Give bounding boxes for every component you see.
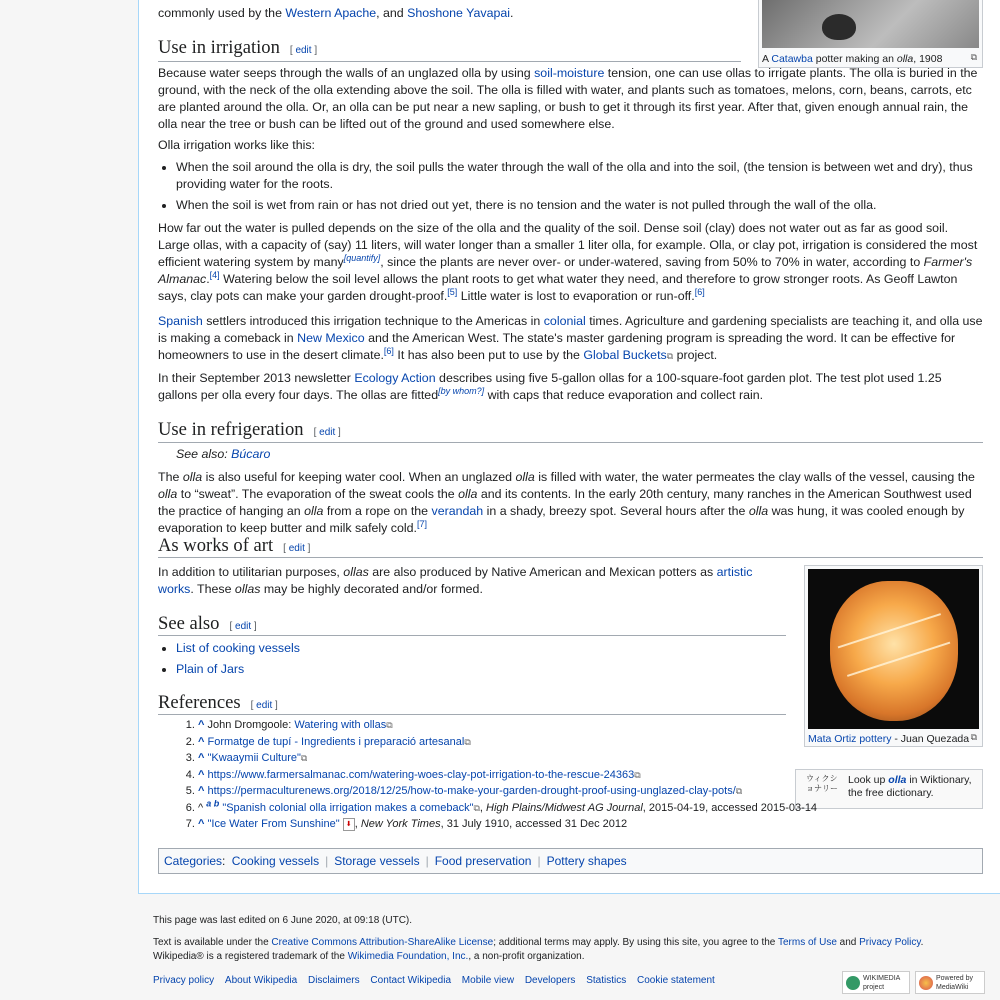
- wiktionary-box: [795, 769, 983, 809]
- reference-item: [198, 734, 798, 751]
- content-area: [138, 0, 1000, 894]
- link-catawba[interactable]: Catawba: [771, 53, 813, 65]
- link-list-of-cooking-vessels[interactable]: List of cooking vessels: [176, 641, 300, 655]
- categories-link[interactable]: Categories: [164, 854, 223, 868]
- refrigeration-p: The olla is also useful for keeping water cool. When an unglazed olla is filled with water, the water permeates the clay walls of the vessel, causing the olla to “sweat”. The evaporation of the sweat cools the olla and its contents. In the early 20th century, many ranches in the American Southwest used the practice of hanging an olla from a rope on the verandah in a shady, breezy spot. Several hours after the olla was hung, it was cooled enough by evaporation to keep butter and milk safely cold.[7]: [158, 470, 975, 535]
- edit-irrigation[interactable]: edit: [295, 45, 312, 56]
- edit-art[interactable]: edit: [288, 543, 305, 554]
- see-also-hatnote: See also: Búcaro: [176, 447, 271, 461]
- link-verandah[interactable]: verandah: [431, 504, 484, 518]
- list-item: • When the soil is wet from rain or has not dried out yet, there is no tension and the water is not pulled through the wall of the olla.: [176, 197, 1000, 214]
- link-wikimedia-foundation[interactable]: Wikimedia Foundation, Inc.: [347, 951, 469, 962]
- heading-see-also: See also [ edit ]: [158, 613, 257, 634]
- reference-item: [198, 783, 798, 800]
- external-link-icon: ⧉: [473, 802, 480, 813]
- ref-link[interactable]: "Kwaaymii Culture": [207, 752, 301, 764]
- pot-shape: [822, 14, 856, 40]
- link-quantify[interactable]: [quantify]: [343, 252, 381, 263]
- reference-item: 7. ^ "Ice Water From Sunshine" ⬇ , New York Times, 31 July 1910, accessed 31 Dec 2012: [198, 816, 798, 833]
- ref-link[interactable]: Watering with ollas: [294, 719, 387, 731]
- mediawiki-logo-icon: [919, 976, 933, 990]
- ref-link[interactable]: Formatge de tupí - Ingredients i preparació artesanal: [207, 735, 465, 748]
- backlink[interactable]: ^: [198, 768, 205, 781]
- heading-refrigeration: Use in refrigeration [ edit ]: [158, 419, 341, 440]
- link-mata-ortiz-pottery[interactable]: Mata Ortiz pottery: [808, 733, 892, 745]
- edit-refrigeration[interactable]: edit: [319, 427, 336, 438]
- link-privacy-policy[interactable]: Privacy Policy: [859, 937, 921, 948]
- irrigation-p3: How far out the water is pulled depends on the size of the olla and the quality of the soil. Dense soil (clay) does not water out as far as good soil. Large ollas, with a capacity of (say) 11 liters, will water longer than a smaller 1 liter olla, for example. Olla, or clay pot, irrigation is considered the most efficient watering system by many[quantify], since the plants are never over- or under-watered, saving from 50% to 70% in water, according to Farmer's Almanac.[4] Watering below the soil level allows the plant roots to get what water they need, and therefore to grow stronger roots. As Geoff Lawton says, clay pots can make your garden drought-proof.[5] Little water is lost to evaporation or run-off.[6]: [158, 221, 978, 303]
- ref-link[interactable]: "Ice Water From Sunshine": [207, 818, 340, 830]
- irrigation-p2: Olla irrigation works like this:: [158, 138, 315, 152]
- link-western-apache[interactable]: Western Apache: [285, 6, 377, 20]
- external-link-icon: ⧉: [464, 736, 471, 747]
- ref-link-6[interactable]: [6]: [694, 286, 705, 297]
- external-link-icon: ⧉: [735, 786, 743, 796]
- list-item: [176, 661, 300, 678]
- enlarge-icon[interactable]: ⧉: [970, 732, 977, 742]
- irrigation-list: [158, 159, 1000, 218]
- intro-tail: commonly used by the Western Apache, and Shoshone Yavapai.: [158, 6, 514, 20]
- references-list: [158, 717, 818, 833]
- backlink[interactable]: ^: [198, 735, 205, 748]
- link-spanish[interactable]: Spanish: [158, 314, 203, 328]
- thumb-caption: A Catawba potter making an olla, 1908: [762, 53, 943, 65]
- link-plain-of-jars[interactable]: Plain of Jars: [176, 662, 245, 676]
- pdf-icon: ⬇: [343, 818, 355, 831]
- footer-link-developers[interactable]: Developers: [524, 975, 576, 986]
- link-bucaro[interactable]: Búcaro: [231, 447, 271, 461]
- link-yavapai[interactable]: Yavapai: [466, 6, 511, 20]
- thumb-caption: Mata Ortiz pottery - Juan Quezada: [808, 733, 970, 745]
- article-body: [158, 0, 982, 893]
- category-cooking-vessels[interactable]: Cooking vessels: [231, 854, 320, 868]
- reference-item: [198, 767, 798, 784]
- external-link-icon: ⧉: [666, 351, 674, 361]
- link-ecology-action[interactable]: Ecology Action: [354, 371, 436, 385]
- pot-shape: [830, 581, 958, 721]
- pot-pattern: [838, 613, 951, 677]
- irrigation-p1: Because water seeps through the walls of an unglazed olla by using soil-moisture tension, one can use ollas to irrigate plants. The olla is buried in the ground, with the neck of the olla extending above the soil. The olla is filled with water, and plants such as tomatoes, melons, corn, beans, carrots, etc are planted around the olla. Or, an olla can be put near a new sapling, or bush to get it through its first year. After that, given enough annual rain, the olla near the tree or bush can be lifted out of the ground and used somewhere else.: [158, 66, 978, 131]
- categories-box: Categories: Cooking vessels | Storage vessels | Food preservation | Pottery shapes: [158, 848, 983, 874]
- see-also-list: [158, 640, 300, 682]
- external-link-icon: ⧉: [634, 769, 641, 780]
- thumb-mata-ortiz: [804, 565, 983, 747]
- category-food-preservation[interactable]: Food preservation: [434, 854, 532, 868]
- art-p: In addition to utilitarian purposes, ollas are also produced by Native American and Mexican potters as artistic works. These ollas may be highly decorated and/or formed.: [158, 565, 753, 596]
- heading-references: References [ edit ]: [158, 692, 278, 713]
- footer-license: Text is available under the Creative Commons Attribution-ShareAlike License; additional terms may apply. By using this site, you agree to the Terms of Use and Privacy Policy. Wikipedia® is a registered trademark of the Wikimedia Foundation, Inc., a non-profit organization.: [153, 937, 924, 962]
- reference-item: [198, 750, 798, 767]
- heading-art: As works of art [ edit ]: [158, 535, 311, 556]
- mediawiki-badge[interactable]: Powered by MediaWiki: [915, 971, 985, 994]
- divider: [158, 557, 983, 558]
- link-cc-license[interactable]: Creative Commons Attribution-ShareAlike License: [271, 937, 494, 948]
- footer-links: [153, 974, 715, 988]
- edit-references[interactable]: edit: [256, 700, 273, 711]
- backlink[interactable]: ^: [198, 752, 205, 764]
- external-link-icon: ⧉: [386, 720, 393, 730]
- ref-link-7[interactable]: [7]: [416, 518, 427, 529]
- link-colonial[interactable]: colonial: [543, 314, 586, 328]
- wikimedia-logo-icon: [846, 976, 860, 990]
- divider: [158, 714, 786, 715]
- mata-ortiz-photo[interactable]: [808, 569, 979, 729]
- footer-link-cookies[interactable]: Cookie statement: [637, 975, 715, 986]
- link-soil-moisture[interactable]: soil-moisture: [534, 66, 605, 80]
- footer-link-about[interactable]: About Wikipedia: [224, 975, 298, 986]
- ref-link[interactable]: https://www.farmersalmanac.com/watering-woes-clay-pot-irrigation-to-the-rescue-24363: [207, 768, 635, 781]
- backlinks-ab[interactable]: a b: [206, 797, 220, 808]
- list-item: [176, 640, 300, 657]
- external-link-icon: ⧉: [300, 753, 308, 763]
- ref-link[interactable]: https://permaculturenews.org/2018/12/25/how-to-make-your-garden-drought-proof-using-unglazed-clay-pots/: [207, 785, 736, 797]
- category-pottery-shapes[interactable]: Pottery shapes: [546, 854, 627, 868]
- reference-item: 1. ^ John Dromgoole: Watering with ollas⧉: [198, 717, 798, 734]
- reference-item: 6. ^ $^{a b}$ "Spanish colonial olla irrigation makes a comeback"⧉, High Plains/Midwest AG Journal, 2015-04-19, accessed 2015-03-14: [198, 800, 798, 817]
- footer-link-contact[interactable]: Contact Wikipedia: [370, 975, 452, 986]
- enlarge-icon[interactable]: ⧉: [970, 52, 977, 62]
- link-shoshone[interactable]: Shoshone: [407, 6, 463, 20]
- irrigation-p4: Spanish settlers introduced this irrigation technique to the Americas in colonial times. Agriculture and gardening specialists are teaching it, and olla use is making a comeback in New Mexico and the American West. The state's master gardening program is spreading the word. It can be effective for homeowners to use in the desert climate.[6] It has also been put to use by the Global Buckets⧉ project.: [158, 314, 983, 362]
- backlink[interactable]: ^: [198, 719, 205, 731]
- ref-link[interactable]: "Spanish colonial olla irrigation makes a comeback": [222, 801, 474, 814]
- catawba-photo[interactable]: [762, 0, 979, 48]
- category-storage-vessels[interactable]: Storage vessels: [334, 854, 420, 868]
- footer-link-mobile[interactable]: Mobile view: [461, 975, 515, 986]
- divider: [158, 442, 983, 443]
- footer-link-privacy[interactable]: Privacy policy: [153, 975, 215, 986]
- edit-see-also[interactable]: edit: [235, 621, 252, 632]
- footer-last-edited: This page was last edited on 6 June 2020, at 09:18 (UTC).: [153, 915, 413, 926]
- footer-link-disclaimers[interactable]: Disclaimers: [307, 975, 360, 986]
- link-by-whom[interactable]: [by whom?]: [438, 385, 485, 396]
- link-artistic-works[interactable]: artistic works: [158, 565, 753, 596]
- heading-irrigation: Use in irrigation [ edit ]: [158, 37, 318, 58]
- list-item: • When the soil around the olla is dry, the soil pulls the water through the wall of the olla and into the soil, (the tension is between wet and dry), thus providing water for the roots.: [176, 159, 1000, 193]
- thumb-catawba: [758, 0, 983, 68]
- divider: [158, 635, 786, 636]
- link-global-buckets[interactable]: Global Buckets: [583, 348, 667, 362]
- wiktionary-text: Look up olla in Wiktionary, the free dictionary.: [848, 774, 972, 799]
- backlink[interactable]: ^: [198, 785, 205, 797]
- footer-link-statistics[interactable]: Statistics: [586, 975, 627, 986]
- link-wiktionary-olla[interactable]: olla: [888, 774, 907, 786]
- irrigation-p5: In their September 2013 newsletter Ecology Action describes using five 5-gallon ollas for a 100-square-foot garden plot. The test plot used 1.25 gallons per olla every four days. The ollas are fitted[by whom?] with caps that reduce evaporation and collect rain.: [158, 371, 942, 402]
- backlink[interactable]: ^: [198, 818, 205, 830]
- ref-link-6b[interactable]: [6]: [383, 345, 394, 356]
- ref-link-4[interactable]: [4]: [209, 269, 220, 280]
- ref-link-5[interactable]: [5]: [447, 286, 458, 297]
- wiktionary-logo: ウィクショナリー: [806, 774, 838, 793]
- link-terms-of-use[interactable]: Terms of Use: [777, 937, 837, 948]
- wikimedia-badge[interactable]: WIKIMEDIA project: [842, 971, 910, 994]
- link-new-mexico[interactable]: New Mexico: [297, 331, 365, 345]
- divider: [158, 61, 741, 62]
